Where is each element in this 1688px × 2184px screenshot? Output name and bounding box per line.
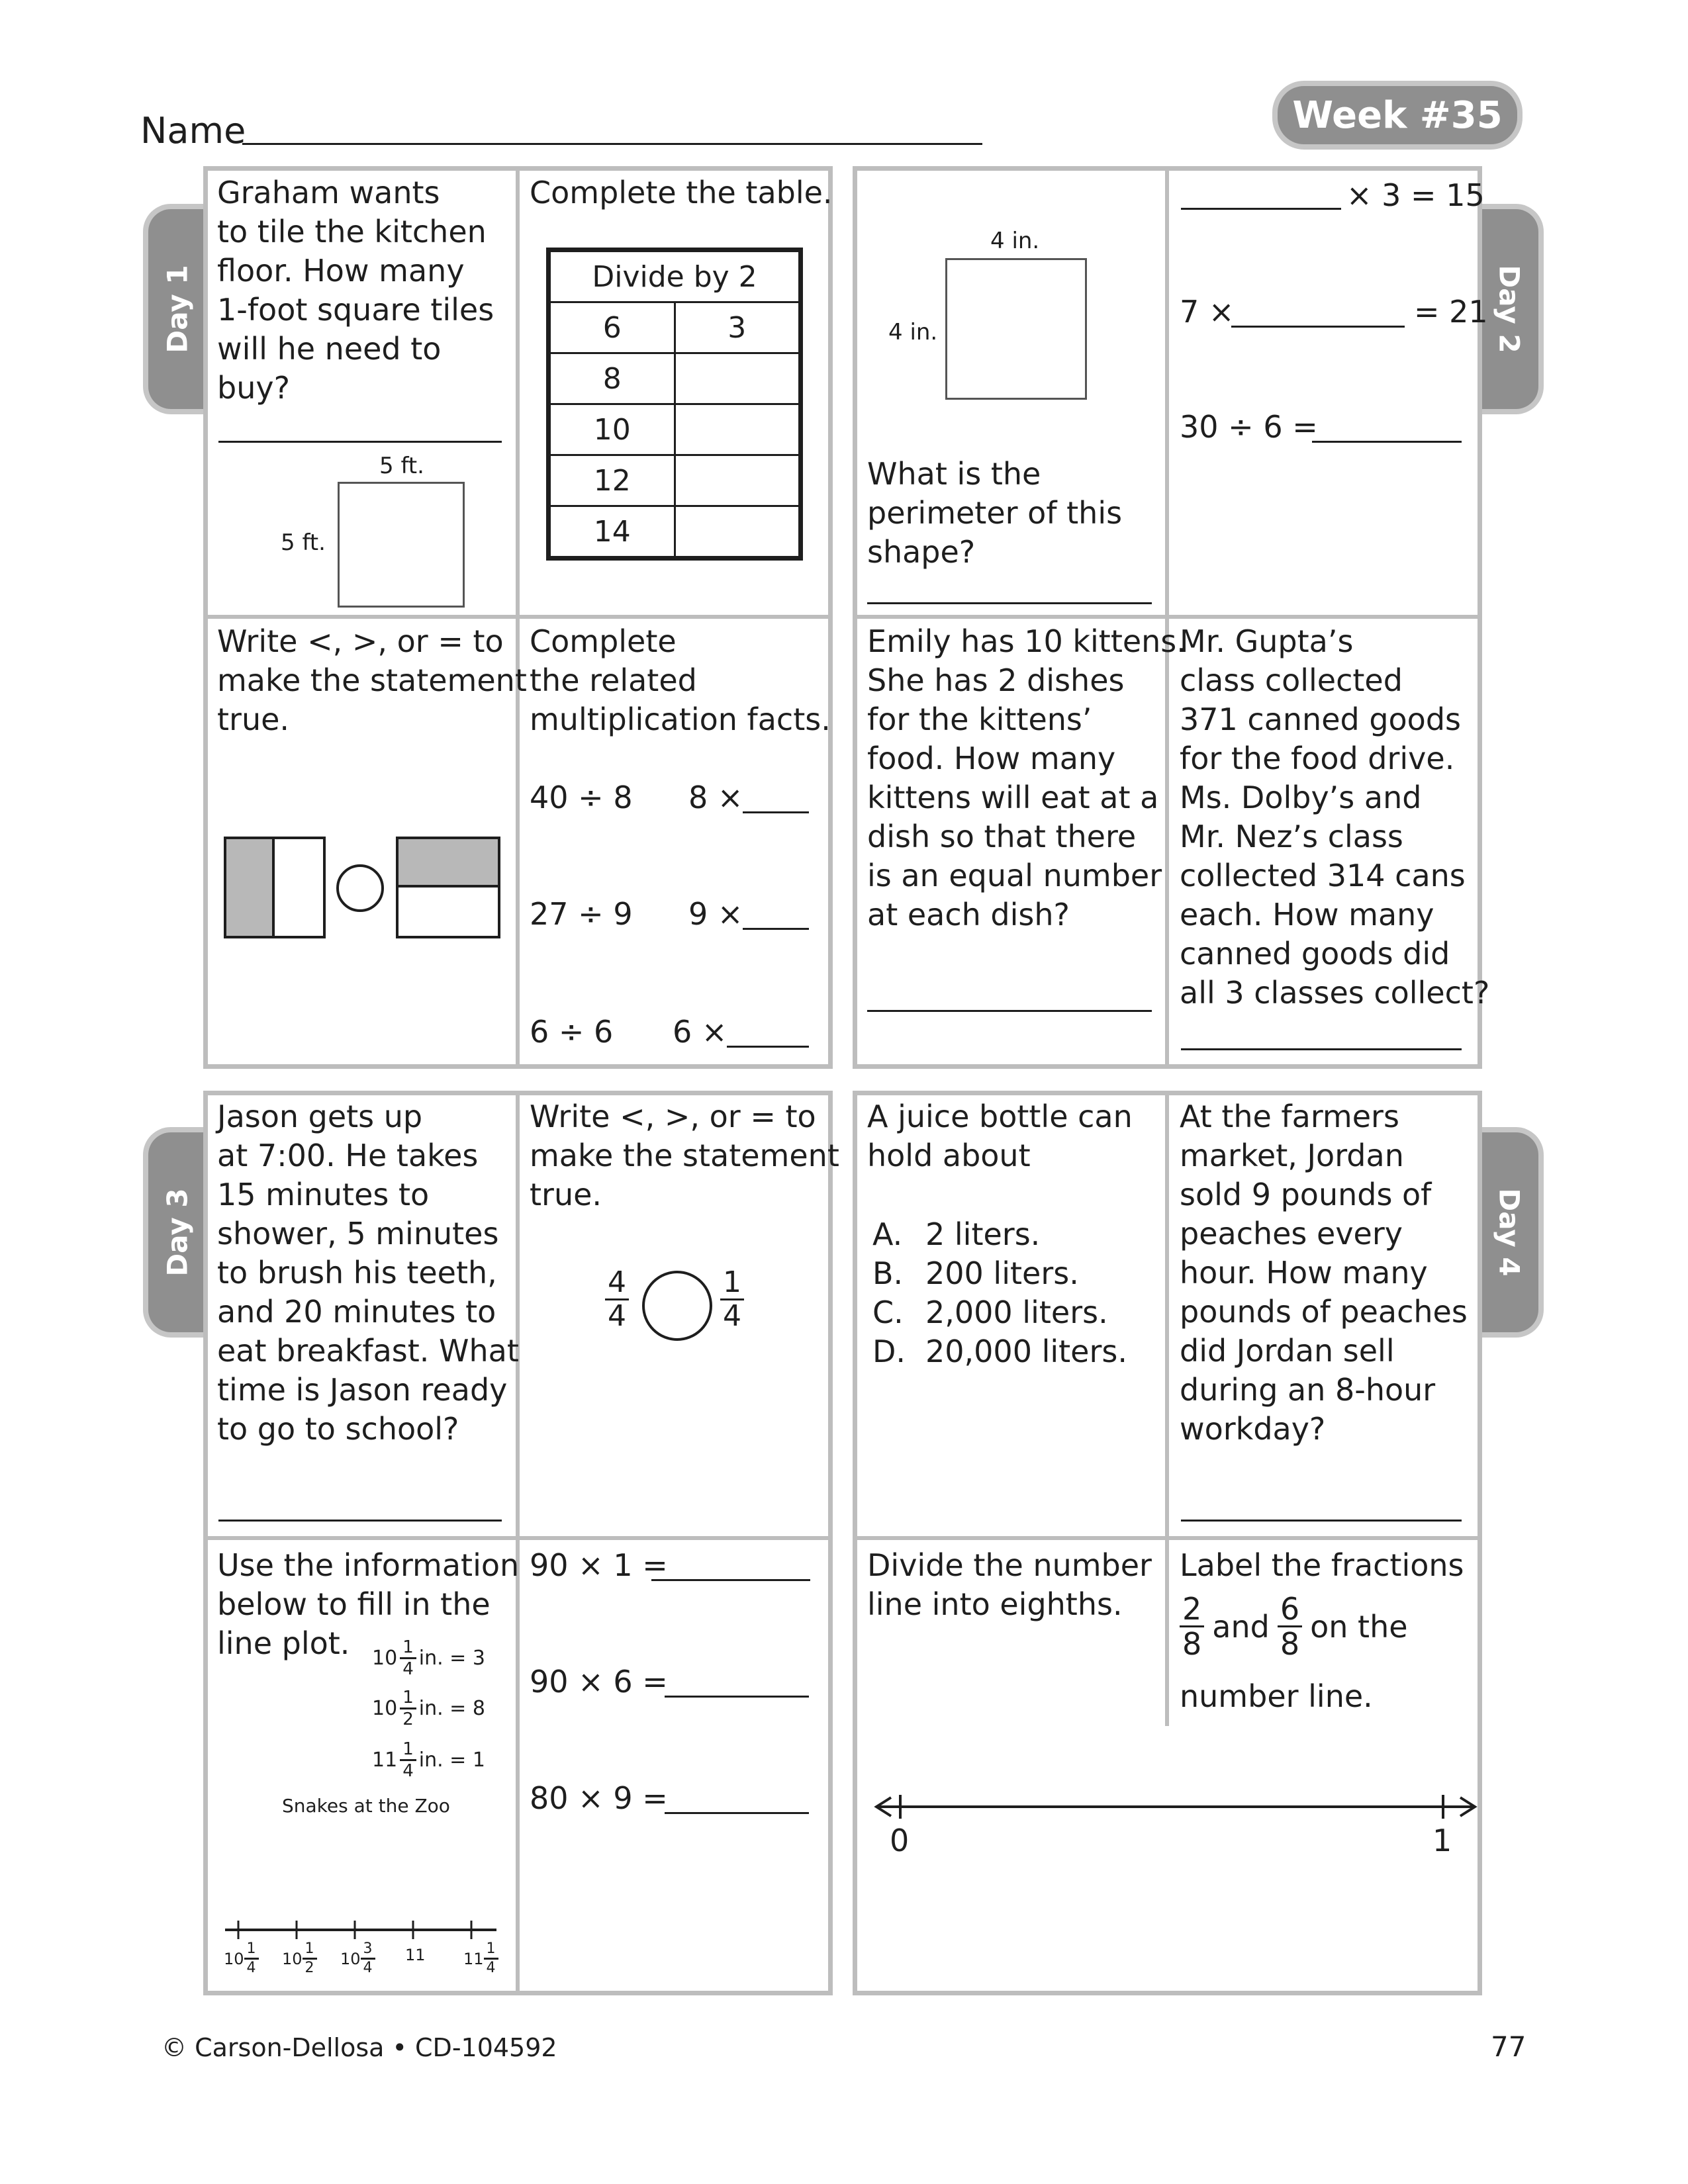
compare-circle[interactable] — [336, 864, 384, 912]
data-num: 1 — [400, 1639, 416, 1659]
peaches-question-line: during an 8-hour — [1180, 1372, 1436, 1408]
cans-question-line: collected 314 cans — [1180, 858, 1466, 893]
day-1-label: Day 1 — [161, 265, 194, 353]
fraction-denominator: 4 — [608, 1299, 626, 1333]
divider — [1165, 1091, 1169, 1726]
page-number: 77 — [1491, 2030, 1526, 2063]
time-question — [217, 1097, 519, 1449]
data-count: in. = 3 — [418, 1647, 485, 1670]
juice-option[interactable] — [872, 1254, 1127, 1293]
tick-den: 4 — [486, 1960, 496, 1976]
divide-by-2-table — [546, 248, 803, 561]
fact-answer-line[interactable] — [727, 1046, 809, 1048]
lineplot-prompt-line: below to fill in the — [217, 1586, 491, 1622]
time-question-line: at 7:00. He takes — [217, 1138, 479, 1173]
mult-answer-line[interactable] — [651, 1579, 810, 1581]
lineplot-title: Snakes at the Zoo — [282, 1795, 450, 1817]
peaches-question-line: peaches every — [1180, 1216, 1403, 1251]
time-answer-line[interactable] — [218, 1520, 502, 1522]
tick-whole: 10 — [282, 1949, 303, 1968]
kittens-question-line: is an equal number — [867, 858, 1162, 893]
juice-question-line: A juice bottle can — [867, 1099, 1133, 1134]
related-prompt-line: multiplication facts. — [530, 702, 831, 737]
lineplot-tick-label — [340, 1942, 375, 1976]
label-on-the: on the — [1310, 1608, 1408, 1645]
data-den: 4 — [402, 1761, 414, 1781]
option-letter: A. — [872, 1216, 903, 1252]
tile-question-line: floor. How many — [217, 253, 465, 289]
compare-prompt-line: true. — [530, 1177, 602, 1212]
day-4-label: Day 4 — [1493, 1188, 1526, 1277]
lineplot-prompt-line: line plot. — [217, 1625, 350, 1661]
fraction-numerator: 4 — [605, 1268, 629, 1300]
lineplot-data-row — [372, 1639, 485, 1678]
copyright: © Carson-Dellosa • CD-104592 — [162, 2033, 557, 2062]
lineplot-axis — [218, 1917, 503, 1943]
tile-question-line: will he need to — [217, 331, 442, 367]
floor-square — [338, 482, 465, 608]
tile-question-line: buy? — [217, 370, 290, 406]
tile-width-label: 5 ft. — [379, 453, 424, 479]
table-cell-in: 14 — [549, 506, 675, 559]
halves-rectangle — [224, 837, 326, 938]
data-count: in. = 1 — [418, 1749, 485, 1772]
time-question-line: to go to school? — [217, 1411, 459, 1447]
fact-answer-line[interactable] — [743, 928, 809, 930]
mult-fact: 90 × 6 = — [530, 1664, 668, 1700]
cans-question — [1180, 622, 1489, 1013]
time-question-line: time is Jason ready — [217, 1372, 508, 1408]
eighths-prompt — [867, 1546, 1152, 1624]
kittens-question-line: kittens will eat at a — [867, 780, 1159, 815]
multiplication-fact: 9 × — [688, 896, 743, 932]
table-cell-out[interactable] — [675, 506, 801, 559]
tick-den: 2 — [305, 1960, 314, 1976]
option-text: 200 liters. — [925, 1255, 1079, 1291]
time-question-line: eat breakfast. What — [217, 1333, 519, 1369]
lineplot-data-row — [372, 1689, 485, 1728]
data-whole: 11 — [372, 1749, 398, 1772]
juice-option[interactable] — [872, 1332, 1127, 1371]
juice-option[interactable] — [872, 1215, 1127, 1254]
eq2-answer-line[interactable] — [1231, 326, 1405, 328]
table-cell-in: 12 — [549, 455, 675, 506]
perimeter-square — [945, 258, 1087, 400]
table-header: Divide by 2 — [549, 250, 801, 302]
numberline-one-label: 1 — [1432, 1823, 1452, 1858]
data-whole: 10 — [372, 1697, 398, 1720]
fraction-numerator: 6 — [1278, 1594, 1302, 1627]
compare-prompt-line: make the statement — [217, 662, 527, 698]
juice-question — [867, 1097, 1133, 1175]
perimeter-answer-line[interactable] — [867, 602, 1152, 604]
lineplot-tick-label — [463, 1942, 498, 1976]
eighths-prompt-line: line into eighths. — [867, 1586, 1123, 1622]
lineplot-tick-label — [224, 1942, 259, 1976]
eq2-suffix: = 21 — [1414, 294, 1488, 330]
week-badge-text: Week #35 — [1292, 94, 1503, 137]
week-badge — [1272, 81, 1523, 150]
table-cell-in: 8 — [549, 353, 675, 404]
table-cell-out[interactable] — [675, 404, 801, 455]
perimeter-question — [867, 455, 1122, 572]
cans-question-line: all 3 classes collect? — [1180, 975, 1490, 1011]
label-prompt-line-3: number line. — [1180, 1678, 1373, 1714]
fraction-denominator: 8 — [1182, 1626, 1202, 1662]
cans-question-line: Mr. Nez’s class — [1180, 819, 1403, 854]
number-line[interactable] — [871, 1787, 1480, 1827]
cans-question-line: for the food drive. — [1180, 741, 1455, 776]
table-cell-in: 10 — [549, 404, 675, 455]
related-prompt-line: the related — [530, 662, 697, 698]
name-label: Name — [140, 110, 246, 152]
compare-prompt-day1 — [217, 622, 527, 739]
option-text: 2,000 liters. — [925, 1295, 1108, 1330]
right-fraction — [720, 1265, 744, 1333]
day-2-label: Day 2 — [1493, 265, 1526, 353]
tick-whole: 10 — [340, 1949, 361, 1968]
cans-question-line: class collected — [1180, 662, 1403, 698]
tile-height-label: 5 ft. — [281, 529, 326, 556]
cans-question-line: canned goods did — [1180, 936, 1450, 972]
option-text: 20,000 liters. — [925, 1334, 1127, 1369]
related-prompt-line: Complete — [530, 623, 677, 659]
shaded-half — [226, 839, 275, 936]
divider — [853, 1536, 1482, 1540]
square-top-label: 4 in. — [990, 228, 1040, 254]
horizontal-halves-rectangle — [396, 837, 500, 938]
kittens-question — [867, 622, 1186, 934]
division-fact: 27 ÷ 9 — [530, 896, 633, 932]
cans-answer-line[interactable] — [1181, 1048, 1462, 1050]
tick-whole: 10 — [224, 1949, 244, 1968]
eighths-prompt-line: Divide the number — [867, 1547, 1152, 1583]
label-prompt-line-2 — [1180, 1591, 1408, 1662]
kittens-question-line: at each dish? — [867, 897, 1070, 933]
data-num: 1 — [400, 1741, 416, 1761]
cans-question-line: each. How many — [1180, 897, 1434, 933]
square-side-label: 4 in. — [888, 319, 938, 345]
numberline-zero-label: 0 — [890, 1823, 910, 1858]
tick-num: 1 — [303, 1942, 317, 1960]
option-letter: D. — [872, 1334, 906, 1369]
table-cell-out: 3 — [675, 302, 801, 353]
mult-fact: 90 × 1 = — [530, 1547, 668, 1583]
tile-answer-line[interactable] — [218, 441, 502, 443]
time-question-line: Jason gets up — [217, 1099, 423, 1134]
table-prompt: Complete the table. — [530, 175, 833, 210]
compare-prompt-line: Write <, >, or = to — [217, 623, 504, 659]
multiplication-fact: 6 × — [673, 1014, 727, 1050]
table-cell-out[interactable] — [675, 353, 801, 404]
fraction-numerator: 1 — [720, 1268, 744, 1300]
time-question-line: 15 minutes to — [217, 1177, 430, 1212]
eq1-text: × 3 = 15 — [1346, 177, 1485, 213]
juice-option[interactable] — [872, 1293, 1127, 1332]
juice-question-line: hold about — [867, 1138, 1031, 1173]
tick-whole: 11 — [463, 1949, 484, 1968]
divider — [203, 1536, 833, 1540]
tile-question-line: 1-foot square tiles — [217, 292, 494, 328]
unshaded-half — [275, 839, 323, 936]
mult-answer-line[interactable] — [665, 1696, 809, 1698]
label-and: and — [1212, 1608, 1270, 1645]
peaches-question — [1180, 1097, 1468, 1449]
peaches-answer-line[interactable] — [1181, 1520, 1462, 1522]
kittens-question-line: She has 2 dishes — [867, 662, 1125, 698]
tile-question-line: Graham wants — [217, 175, 440, 210]
lineplot-data-row — [372, 1741, 485, 1780]
left-fraction — [605, 1265, 629, 1333]
compare-prompt-line: Write <, >, or = to — [530, 1099, 816, 1134]
data-whole: 10 — [372, 1647, 398, 1670]
data-num: 1 — [400, 1689, 416, 1709]
cans-question-line: Ms. Dolby’s and — [1180, 780, 1422, 815]
peaches-question-line: did Jordan sell — [1180, 1333, 1395, 1369]
compare-prompt-line: make the statement — [530, 1138, 839, 1173]
option-letter: B. — [872, 1255, 904, 1291]
label-prompt-line-1: Label the fractions — [1180, 1547, 1464, 1583]
data-count: in. = 8 — [418, 1697, 485, 1720]
eq1-answer-line[interactable] — [1181, 208, 1341, 210]
tile-question — [217, 173, 494, 408]
day-3-label: Day 3 — [161, 1188, 194, 1277]
peaches-question-line: workday? — [1180, 1411, 1326, 1447]
day-2-tab — [1480, 204, 1544, 414]
cans-question-line: Mr. Gupta’s — [1180, 623, 1354, 659]
fraction-denominator: 4 — [723, 1299, 741, 1333]
lineplot-tick-label — [282, 1942, 317, 1976]
fact-answer-line[interactable] — [743, 811, 809, 813]
division-fact: 6 ÷ 6 — [530, 1014, 614, 1050]
option-letter: C. — [872, 1295, 904, 1330]
data-den: 4 — [402, 1659, 414, 1679]
perimeter-question-line: What is the — [867, 456, 1041, 492]
kittens-question-line: dish so that there — [867, 819, 1137, 854]
fraction-numerator: 2 — [1180, 1594, 1204, 1627]
fraction-compare-circle[interactable] — [642, 1271, 712, 1341]
eq3-answer-line[interactable] — [1312, 441, 1462, 443]
option-text: 2 liters. — [925, 1216, 1041, 1252]
tile-question-line: to tile the kitchen — [217, 214, 487, 250]
day-1-tab — [143, 204, 207, 414]
tick-num: 3 — [361, 1942, 375, 1960]
peaches-question-line: At the farmers — [1180, 1099, 1399, 1134]
divider — [203, 615, 833, 619]
peaches-question-line: market, Jordan — [1180, 1138, 1404, 1173]
divider — [853, 615, 1482, 619]
kittens-question-line: food. How many — [867, 741, 1116, 776]
kittens-question-line: Emily has 10 kittens. — [867, 623, 1186, 659]
perimeter-question-line: shape? — [867, 534, 976, 570]
kittens-answer-line[interactable] — [867, 1010, 1152, 1012]
related-prompt — [530, 622, 831, 739]
time-question-line: shower, 5 minutes — [217, 1216, 499, 1251]
multiplication-fact: 8 × — [688, 780, 743, 815]
lineplot-tick-label: 11 — [405, 1946, 426, 1964]
division-fact: 40 ÷ 8 — [530, 780, 633, 815]
time-question-line: to brush his teeth, — [217, 1255, 497, 1291]
peaches-question-line: hour. How many — [1180, 1255, 1428, 1291]
day-4-tab — [1480, 1127, 1544, 1338]
tick-den: 4 — [363, 1960, 373, 1976]
table-cell-in: 6 — [549, 302, 675, 353]
mult-fact: 80 × 9 = — [530, 1780, 668, 1816]
tick-den: 4 — [246, 1960, 256, 1976]
table-cell-out[interactable] — [675, 455, 801, 506]
day-3-tab — [143, 1127, 207, 1338]
tick-num: 1 — [244, 1942, 259, 1960]
lineplot-prompt-line: Use the information — [217, 1547, 520, 1583]
data-den: 2 — [402, 1709, 414, 1729]
eq3-prefix: 30 ÷ 6 = — [1180, 409, 1318, 445]
fraction-denominator: 8 — [1280, 1626, 1300, 1662]
time-question-line: and 20 minutes to — [217, 1294, 496, 1330]
shaded-half — [399, 839, 498, 887]
compare-prompt-day3 — [530, 1097, 839, 1214]
name-field[interactable] — [242, 143, 982, 145]
peaches-question-line: pounds of peaches — [1180, 1294, 1468, 1330]
compare-prompt-line: true. — [217, 702, 290, 737]
perimeter-question-line: perimeter of this — [867, 495, 1123, 531]
kittens-question-line: for the kittens’ — [867, 702, 1092, 737]
cans-question-line: 371 canned goods — [1180, 702, 1461, 737]
peaches-question-line: sold 9 pounds of — [1180, 1177, 1432, 1212]
tick-num: 1 — [484, 1942, 498, 1960]
juice-options — [872, 1215, 1127, 1371]
mult-answer-line[interactable] — [665, 1812, 809, 1814]
eq2-prefix: 7 × — [1180, 294, 1235, 330]
